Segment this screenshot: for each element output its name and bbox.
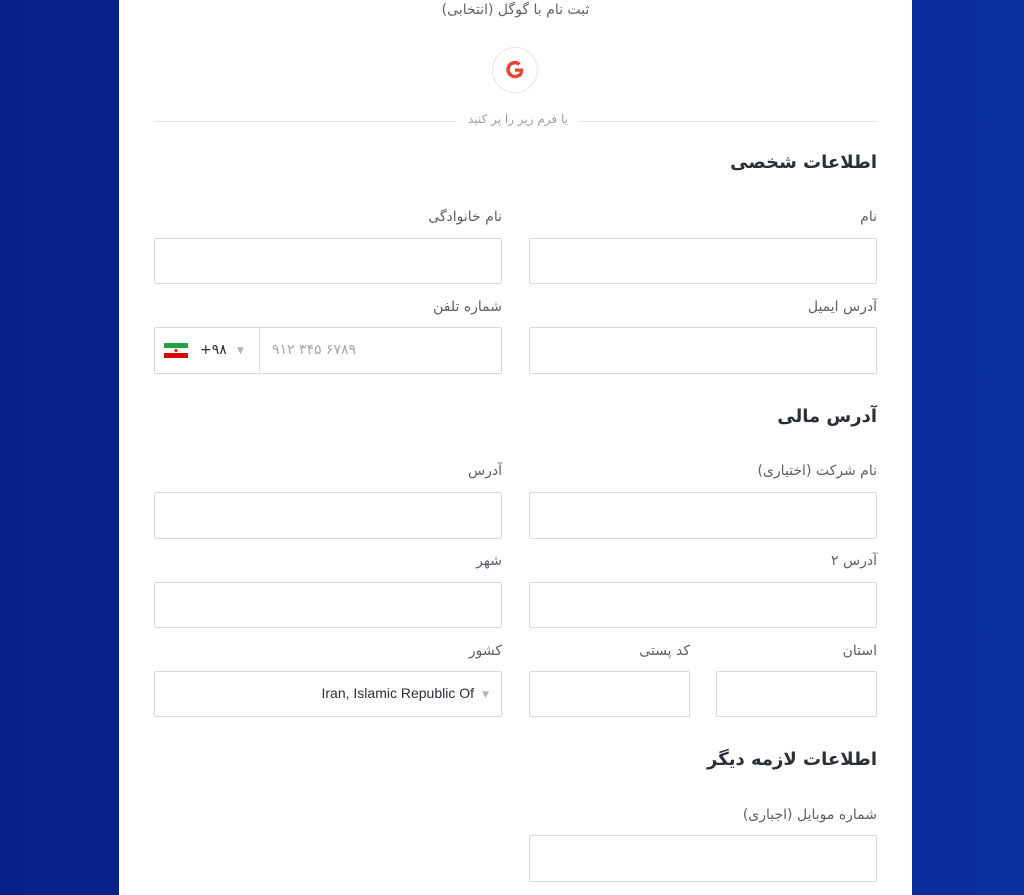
mobile-input[interactable]: [529, 835, 877, 882]
google-signup-button[interactable]: [492, 47, 538, 93]
email-input[interactable]: [529, 327, 877, 374]
phone-separator: [259, 328, 260, 373]
caret-down-icon: ▼: [237, 346, 244, 356]
last-name-input[interactable]: [154, 238, 502, 284]
city-input[interactable]: [154, 582, 502, 628]
address2-label: آدرس ۲: [831, 553, 877, 569]
address-label: آدرس: [468, 463, 502, 479]
phone-number-placeholder[interactable]: ۹۱۲ ۳۴۵ ۶۷۸۹: [272, 342, 357, 358]
phone-input: [154, 327, 502, 374]
iran-flag-icon: [164, 343, 188, 358]
last-name-label: نام خانوادگی: [428, 209, 502, 225]
section-title-personal: اطلاعات شخصی: [730, 152, 877, 173]
country-label: کشور: [468, 643, 502, 659]
section-title-billing: آدرس مالی: [777, 406, 877, 427]
phone-country-code: +۹۸: [200, 342, 227, 358]
google-signup-title: ثبت نام با گوگل (انتخابی): [441, 2, 590, 18]
registration-card: [119, 0, 912, 895]
postcode-input[interactable]: [529, 671, 690, 717]
phone-country-selector[interactable]: [155, 328, 259, 373]
address-input[interactable]: [154, 492, 502, 539]
section-title-other: اطلاعات لازمه دیگر: [707, 749, 877, 770]
state-input[interactable]: [716, 671, 877, 717]
country-select[interactable]: [154, 671, 502, 717]
first-name-label: نام: [860, 209, 877, 225]
divider-text: یا فرم زیر را پر کنید: [457, 112, 579, 126]
google-icon: [504, 59, 526, 81]
postcode-label: کد پستی: [639, 643, 690, 659]
caret-down-icon: ▼: [482, 690, 489, 700]
company-input[interactable]: [529, 492, 877, 539]
first-name-input[interactable]: [529, 238, 877, 284]
company-label: نام شرکت (اختیاری): [757, 463, 877, 479]
address2-input[interactable]: [529, 582, 877, 628]
mobile-label: شماره موبایل (اجباری): [742, 807, 877, 823]
state-label: استان: [842, 643, 877, 659]
country-selected-value: Iran, Islamic Republic Of: [321, 685, 474, 701]
email-label: آدرس ایمیل: [807, 299, 877, 315]
phone-label: شماره تلفن: [433, 299, 502, 315]
city-label: شهر: [476, 553, 502, 569]
